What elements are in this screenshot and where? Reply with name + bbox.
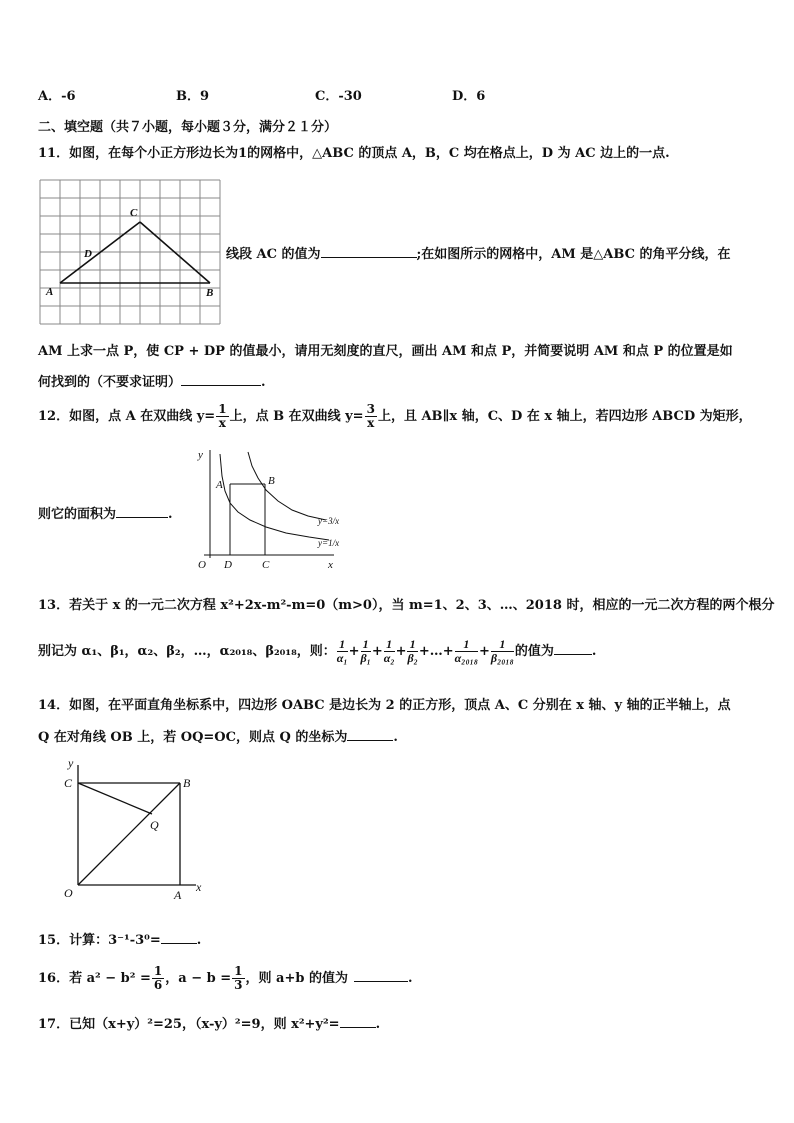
q13-frac-den: β₁ (360, 651, 371, 665)
q16-f1-num: 1 (153, 964, 163, 978)
q13-frac-num: 1 (491, 638, 514, 652)
q13-frac-den: α₁ (336, 651, 348, 665)
q13-frac-num: 1 (455, 638, 478, 652)
q16-f2-num: 1 (234, 964, 243, 978)
q11-answer-blank-1[interactable] (321, 245, 417, 258)
q13-plus: + (348, 644, 360, 659)
q12-line2 (38, 505, 173, 524)
q11-label-d: D (84, 248, 92, 260)
q12-hyperbola-figure (194, 446, 354, 576)
choice-b: B．9 (176, 89, 210, 104)
q13-frac-num: 1 (337, 638, 348, 652)
q12-l1b: 上，点 B 在双曲线 y= (229, 409, 364, 424)
q12-f1-den: x (218, 416, 226, 430)
q13-frac-alpha2 (384, 638, 395, 665)
q17-answer-blank[interactable] (340, 1015, 376, 1028)
q12-line1 (38, 402, 752, 432)
q13-plus: + (395, 644, 407, 659)
q13-frac-beta2 (407, 638, 417, 665)
q12-label-o: O (198, 559, 206, 571)
q16-f1-den: 6 (153, 978, 163, 992)
q11-grid-figure (38, 178, 228, 328)
q13-l2b: 的值为 (514, 644, 554, 659)
q14-label-o: O (64, 886, 73, 900)
q14-l2-end: . (393, 730, 398, 745)
q13-plus: + (418, 644, 430, 659)
q14-label-b: B (183, 776, 191, 790)
q11-label-a: A (46, 286, 54, 298)
q13-frac-den: α₂₀₁₈ (454, 651, 479, 665)
q14-square-figure (56, 757, 226, 907)
q13-plus: + (371, 644, 383, 659)
q15-text: 15．计算：3⁻¹-3⁰= (38, 933, 161, 948)
q14-answer-blank[interactable] (347, 728, 393, 741)
q14-l2: Q 在对角线 OB 上，若 OQ=OC，则点 Q 的坐标为 (38, 730, 348, 745)
q13-frac-alpha1 (337, 638, 348, 665)
q11-line2-a: 线段 AC 的值为 (226, 247, 321, 262)
q13-dots: … (429, 644, 443, 659)
q13-frac-alpha2018 (455, 638, 478, 665)
q12-l2-end: . (168, 507, 173, 522)
q12-answer-blank[interactable] (116, 505, 168, 518)
q16-frac-1-3 (232, 965, 244, 992)
q14-label-a: A (174, 888, 182, 902)
q12-label-b: B (268, 475, 275, 487)
q17-line (38, 1015, 380, 1034)
q14-label-y: y (68, 757, 74, 770)
q16-f2-den: 3 (234, 978, 243, 992)
q15-line (38, 931, 201, 950)
q12-label-d: D (224, 559, 232, 571)
q12-f2-num: 3 (366, 402, 375, 416)
q11-line2-b: ;在如图所示的网格中，AM 是△ABC 的角平分线，在 (416, 247, 731, 262)
q13-frac-num: 1 (384, 638, 395, 652)
q16-a: 16．若 a² − b² = (38, 971, 151, 986)
section-title: 二、填空题（共７小题，每小题３分，满分２１分） (38, 120, 338, 135)
q16-frac-1-6 (152, 965, 164, 992)
q17-text: 17．已知（x+y）²=25，（x-y）²=9，则 x²+y²= (38, 1017, 340, 1032)
q12-label-curve-3: y=3/x (318, 516, 340, 526)
q13-frac-num: 1 (361, 638, 371, 652)
q11-line1: 11．如图，在每个小正方形边长为1的网格中，△ABC 的顶点 A，B，C 均在格点上，D 为 AC 边上的一点. (38, 146, 670, 161)
q13-frac-beta2018 (491, 638, 514, 665)
q11-line4 (38, 373, 266, 392)
q15-end: . (196, 933, 202, 948)
q13-frac-den: β₂₀₁₈ (490, 651, 514, 665)
choice-c: C．-30 (315, 89, 362, 104)
q11-label-c: C (130, 207, 138, 219)
q12-label-curve-1: y=1/x (318, 538, 340, 548)
q13-plus: + (442, 644, 454, 659)
q14-line2 (38, 728, 398, 747)
q12-label-c: C (262, 559, 270, 571)
q14-label-q: Q (150, 818, 159, 832)
q13-line2 (38, 636, 596, 668)
choice-d: D．6 (452, 89, 486, 104)
q12-label-y: y (198, 449, 203, 461)
q12-l2: 则它的面积为 (38, 507, 117, 522)
q14-label-c: C (64, 776, 73, 790)
q13-frac-den: α₂ (383, 651, 395, 665)
q13-frac-den: β₂ (407, 651, 418, 665)
q13-frac-beta1 (361, 638, 371, 665)
q14-label-x: x (196, 880, 202, 894)
q15-answer-blank[interactable] (161, 931, 197, 944)
q16-line (38, 963, 413, 995)
q12-f1-num: 1 (218, 402, 227, 416)
q16-answer-blank[interactable] (354, 969, 408, 982)
q13-answer-blank[interactable] (554, 642, 592, 655)
q16-b: ，a − b = (165, 971, 232, 986)
q14-line1: 14．如图，在平面直角坐标系中，四边形 OABC 是边长为 2 的正方形，顶点 A、C 分别在 x 轴、y 轴的正半轴上，点 (38, 698, 731, 713)
q13-plus: + (479, 644, 490, 659)
q13-l2-end: . (591, 644, 597, 659)
choice-a: A．-6 (38, 89, 76, 104)
q13-l2a: 别记为 α₁、β₁，α₂、β₂，…，α₂₀₁₈、β₂₀₁₈，则： (38, 644, 336, 659)
q13-line1: 13．若关于 x 的一元二次方程 x²+2x-m²-m=0（m>0），当 m=1、2、3、…、2018 时，相应的一元二次方程的两个根分 (38, 598, 775, 613)
q11-line4-text: 何找到的（不要求证明） (38, 375, 182, 390)
q12-label-x: x (328, 559, 333, 571)
q12-l1a: 12．如图，点 A 在双曲线 y= (38, 409, 216, 424)
q17-end: . (375, 1017, 381, 1032)
q13-frac-num: 1 (407, 638, 417, 652)
q12-f2-den: x (367, 416, 375, 430)
q11-line2 (226, 245, 731, 264)
q12-l1c: 上，且 AB∥x 轴，C、D 在 x 轴上，若四边形 ABCD 为矩形， (377, 409, 752, 424)
q16-end: . (407, 971, 413, 986)
q11-answer-blank-2[interactable] (181, 373, 261, 386)
q12-label-a: A (216, 479, 223, 491)
q11-line4-end: . (261, 375, 266, 390)
q16-c: ，则 a+b 的值为 (245, 971, 348, 986)
q11-line3: AM 上求一点 P，使 CP + DP 的值最小，请用无刻度的直尺，画出 AM 和点 P，并简要说明 AM 和点 P 的位置是如 (38, 344, 733, 359)
q12-frac-3-over-x (365, 403, 377, 430)
q11-label-b: B (206, 287, 214, 299)
q12-frac-1-over-x (216, 403, 228, 430)
